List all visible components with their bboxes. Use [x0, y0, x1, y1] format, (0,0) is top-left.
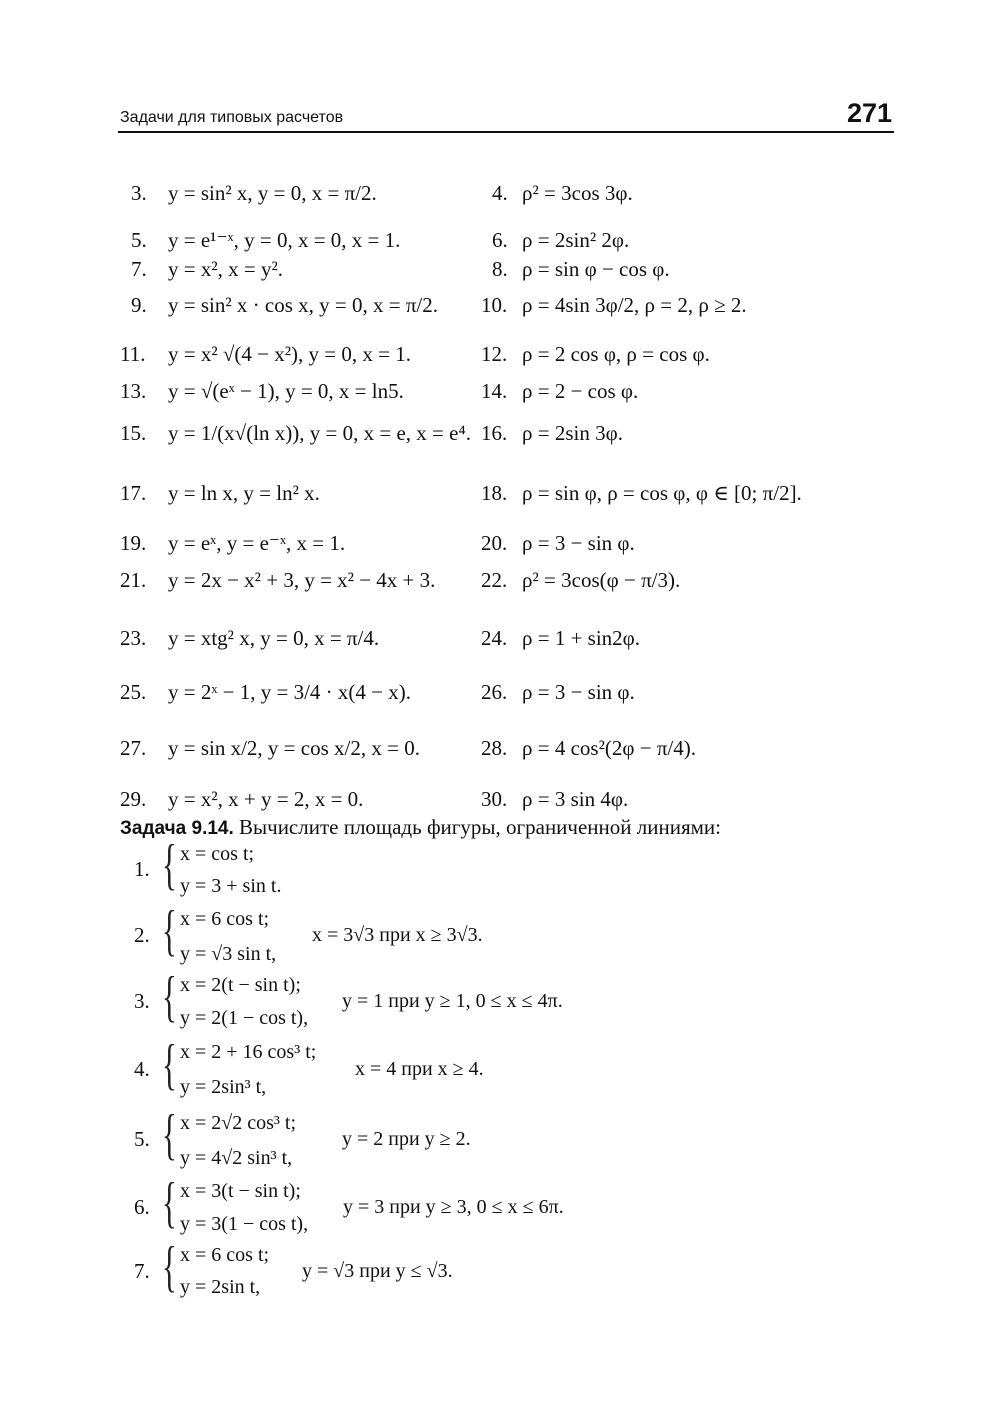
item-equation: y = x² √(4 − x²), y = 0, x = 1.: [168, 342, 411, 366]
left-brace: {: [162, 834, 177, 896]
item-equation: y = 2ˣ − 1, y = 3/4 · x(4 − x).: [168, 680, 412, 704]
system-number: 7.: [134, 1259, 150, 1283]
system-equation-x: x = 2(t − sin t);: [180, 974, 301, 996]
system-number: 1.: [134, 857, 150, 881]
system-condition: y = 3 при y ≥ 3, 0 ≤ x ≤ 6π.: [343, 1196, 564, 1218]
item-equation: ρ = 3 sin 4φ.: [522, 787, 629, 811]
item-equation: ρ = 2 cos φ, ρ = cos φ.: [522, 342, 710, 366]
item-number: 6.: [492, 228, 508, 252]
item-number: 19.: [120, 531, 147, 555]
left-brace: {: [162, 1236, 177, 1298]
system-equation-x: x = 3(t − sin t);: [180, 1180, 301, 1202]
system-equation-y: y = 2sin t,: [180, 1276, 261, 1298]
item-equation: y = xtg² x, y = 0, x = π/4.: [168, 626, 380, 650]
item-equation: y = eˣ, y = e⁻ˣ, x = 1.: [168, 531, 346, 555]
system-equation-y: y = 3 + sin t.: [180, 875, 282, 897]
item-equation: ρ² = 3cos 3φ.: [522, 181, 633, 205]
item-number: 30.: [481, 787, 508, 811]
item-number: 20.: [481, 531, 508, 555]
item-number: 8.: [492, 257, 508, 281]
system-equation-x: x = 6 cos t;: [180, 1244, 270, 1266]
system-number: 5.: [134, 1127, 150, 1151]
item-equation: ρ = 2sin 3φ.: [522, 421, 623, 445]
item-number: 9.: [131, 293, 147, 317]
left-brace: {: [162, 966, 177, 1028]
system-equation-y: y = 3(1 − cos t),: [180, 1213, 309, 1235]
left-brace: {: [162, 1104, 177, 1166]
item-equation: ρ = sin φ − cos φ.: [522, 257, 670, 281]
header-rule: [118, 131, 894, 133]
system-condition: y = 1 при y ≥ 1, 0 ≤ x ≤ 4π.: [342, 990, 563, 1012]
item-number: 14.: [481, 379, 508, 403]
item-equation: y = x², x + y = 2, x = 0.: [168, 787, 364, 811]
system-number: 3.: [134, 989, 150, 1013]
item-equation: ρ = 1 + sin2φ.: [522, 626, 641, 650]
item-equation: ρ = 3 − sin φ.: [522, 680, 635, 704]
item-number: 29.: [120, 787, 147, 811]
task-text: Вычислите площадь фигуры, ограниченной линиями:: [239, 815, 721, 839]
system-equation-x: x = cos t;: [180, 843, 255, 865]
item-number: 22.: [481, 568, 508, 592]
system-condition: y = 2 при y ≥ 2.: [342, 1128, 471, 1150]
item-number: 23.: [120, 626, 147, 650]
item-equation: y = ln x, y = ln² x.: [168, 481, 320, 505]
item-number: 16.: [481, 421, 508, 445]
item-number: 3.: [131, 181, 147, 205]
system-condition: x = 4 при x ≥ 4.: [355, 1058, 484, 1080]
item-equation: y = e¹⁻ˣ, y = 0, x = 0, x = 1.: [168, 228, 401, 252]
item-equation: ρ = 3 − sin φ.: [522, 531, 635, 555]
page-number: 271: [846, 98, 892, 128]
item-equation: y = sin² x · cos x, y = 0, x = π/2.: [168, 293, 439, 317]
system-condition: y = √3 при y ≤ √3.: [302, 1260, 453, 1282]
item-equation: y = 2x − x² + 3, y = x² − 4x + 3.: [168, 568, 436, 592]
item-equation: ρ = sin φ, ρ = cos φ, φ ∈ [0; π/2].: [522, 481, 802, 505]
item-equation: ρ = 2sin² 2φ.: [522, 228, 630, 252]
system-equation-y: y = √3 sin t,: [180, 943, 277, 965]
system-equation-x: x = 2√2 cos³ t;: [180, 1112, 297, 1134]
system-number: 4.: [134, 1057, 150, 1081]
header-title: Задачи для типовых расчетов: [120, 109, 344, 126]
item-number: 18.: [481, 481, 508, 505]
item-number: 26.: [481, 680, 508, 704]
item-number: 12.: [481, 342, 508, 366]
system-number: 6.: [134, 1195, 150, 1219]
item-number: 17.: [120, 481, 147, 505]
item-number: 10.: [481, 293, 508, 317]
item-equation: ρ = 2 − cos φ.: [522, 379, 639, 403]
system-equation-y: y = 2(1 − cos t),: [180, 1007, 309, 1029]
task-label: Задача 9.14.: [120, 818, 234, 839]
item-number: 5.: [131, 228, 147, 252]
item-number: 28.: [481, 736, 508, 760]
system-equation-y: y = 2sin³ t,: [180, 1076, 267, 1098]
system-condition: x = 3√3 при x ≥ 3√3.: [312, 924, 483, 946]
item-equation: ρ = 4 cos²(2φ − π/4).: [522, 736, 696, 760]
item-equation: ρ = 4sin 3φ/2, ρ = 2, ρ ≥ 2.: [522, 293, 747, 317]
task-heading: [120, 814, 721, 842]
system-equation-x: x = 6 cos t;: [180, 908, 270, 930]
item-number: 27.: [120, 736, 147, 760]
item-number: 11.: [120, 342, 146, 366]
left-brace: {: [162, 1172, 177, 1234]
item-number: 24.: [481, 626, 508, 650]
system-number: 2.: [134, 923, 150, 947]
item-equation: y = 1/(x√(ln x)), y = 0, x = e, x = e⁴.: [168, 421, 472, 445]
item-number: 21.: [120, 568, 147, 592]
item-number: 4.: [492, 181, 508, 205]
left-brace: {: [162, 1034, 177, 1096]
item-equation: y = sin² x, y = 0, x = π/2.: [168, 181, 377, 205]
item-equation: ρ² = 3cos(φ − π/3).: [522, 568, 681, 592]
item-equation: y = sin x/2, y = cos x/2, x = 0.: [168, 736, 420, 760]
item-equation: y = √(eˣ − 1), y = 0, x = ln5.: [168, 379, 404, 403]
item-number: 13.: [120, 379, 147, 403]
system-equation-x: x = 2 + 16 cos³ t;: [180, 1041, 317, 1063]
item-number: 25.: [120, 680, 147, 704]
left-brace: {: [162, 900, 177, 962]
item-number: 7.: [131, 257, 147, 281]
item-number: 15.: [120, 421, 147, 445]
system-equation-y: y = 4√2 sin³ t,: [180, 1147, 293, 1169]
item-equation: y = x², x = y².: [168, 257, 284, 281]
